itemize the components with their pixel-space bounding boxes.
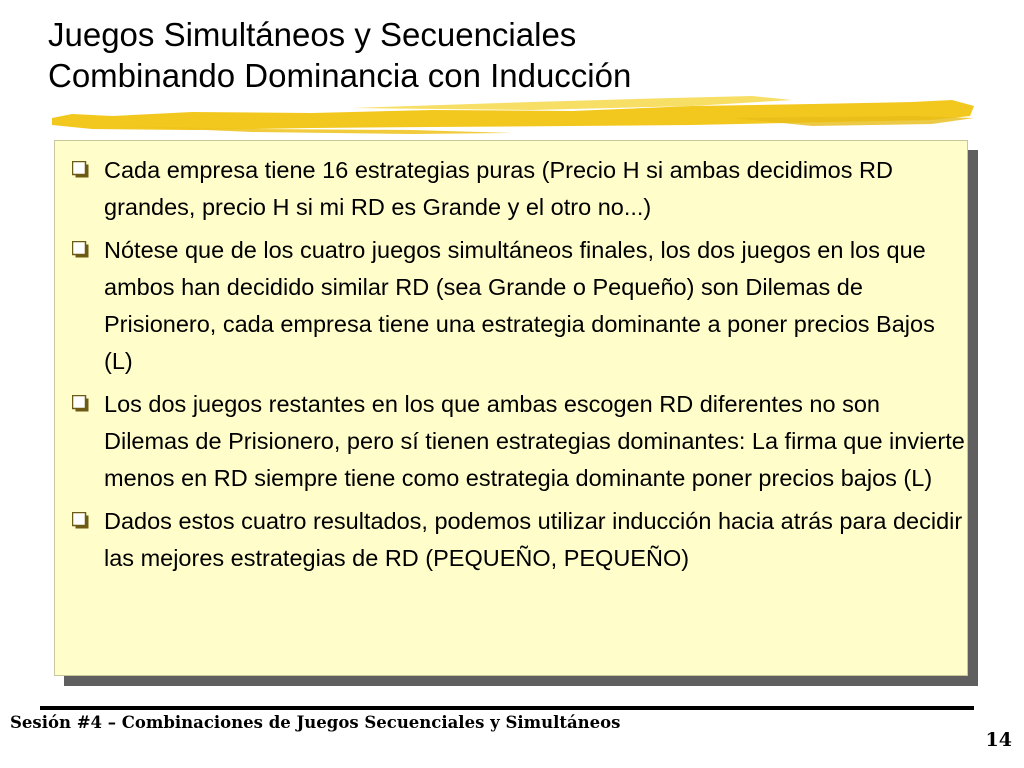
bullet-text-3: Los dos juegos restantes en los que ambas escogen RD diferentes no son Dilemas de Prisionero, pero sí tienen estrategias dominantes: La firma que invierte menos en RD siempre tiene como estrategia dominante poner precios bajos (L) xyxy=(104,391,965,491)
title-line-2: Combinando Dominancia con Inducción xyxy=(48,57,632,94)
bullet-text-1: Cada empresa tiene 16 estrategias puras (Precio H si ambas decidimos RD grandes, precio H si mi RD es Grande y el otro no...) xyxy=(104,157,893,220)
bullet-item-4 xyxy=(72,503,968,577)
footer-session-title: Sesión #4 – Combinaciones de Juegos Secuenciales y Simultáneos xyxy=(10,713,621,732)
bullet-item-2 xyxy=(72,232,968,380)
checkbox-square-icon xyxy=(72,241,89,258)
slide-title xyxy=(48,14,948,96)
footer-divider xyxy=(40,706,974,710)
title-line-1: Juegos Simultáneos y Secuenciales xyxy=(48,16,577,53)
page-number: 14 xyxy=(985,729,1012,751)
bullet-text-4: Dados estos cuatro resultados, podemos utilizar inducción hacia atrás para decidir las mejores estrategias de RD (PEQUEÑO, PEQUEÑO) xyxy=(104,508,963,571)
title-underline-brush xyxy=(52,92,974,138)
checkbox-square-icon xyxy=(72,512,89,529)
checkbox-square-icon xyxy=(72,395,89,412)
bullet-text-2: Nótese que de los cuatro juegos simultáneos finales, los dos juegos en los que ambos han decidido similar RD (sea Grande o Pequeño) son Dilemas de Prisionero, cada empresa tiene una estrategia dominante a poner precios Bajos (L) xyxy=(104,237,935,374)
bullet-list xyxy=(72,152,968,583)
bullet-item-3 xyxy=(72,386,968,497)
bullet-item-1 xyxy=(72,152,968,226)
checkbox-square-icon xyxy=(72,161,89,178)
